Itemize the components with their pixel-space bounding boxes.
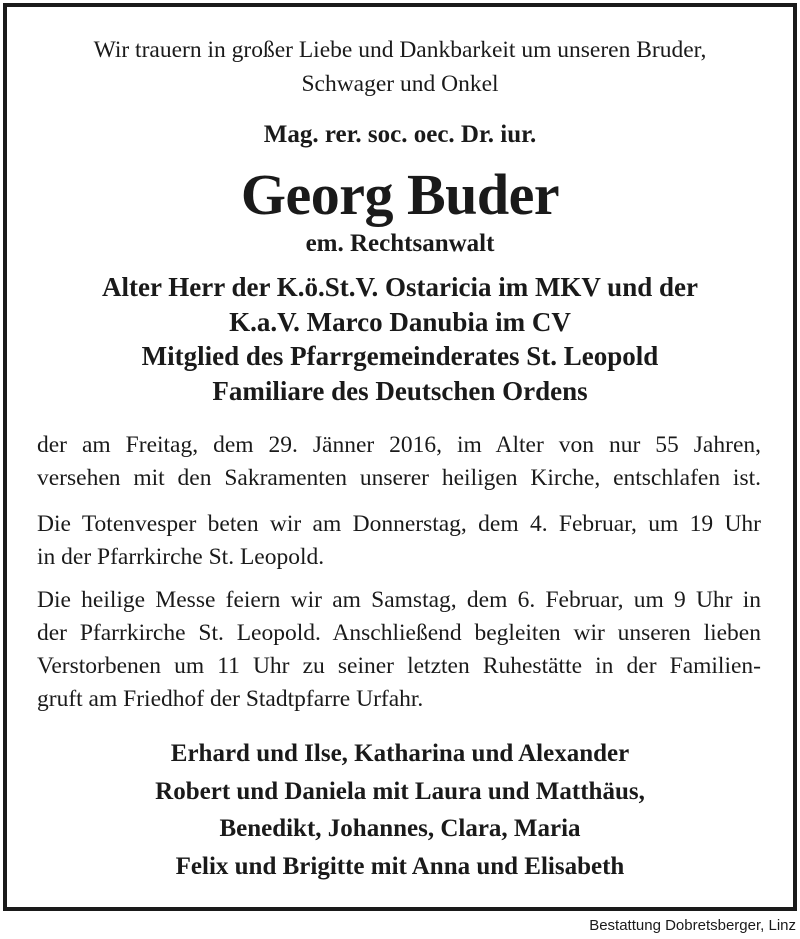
family-line: Felix und Brigitte mit Anna und Elisabeth	[175, 852, 625, 880]
paragraph-line: der am Freitag, dem 29. Jänner 2016, im Alter von nur 55 Jahren,	[37, 432, 761, 458]
affiliations	[0, 270, 800, 408]
vespers-paragraph	[37, 508, 761, 574]
family-line: Robert und Daniela mit Laura und Matthäus,	[155, 777, 645, 805]
paragraph-line: Die Totenvesper beten wir am Donnerstag, dem 4. Februar, um 19 Uhr	[37, 511, 761, 537]
intro-line: Schwager und Onkel	[301, 71, 499, 97]
paragraph-line: Verstorbenen um 11 Uhr zu seiner letzten Ruhestätte in der Familien-	[37, 653, 761, 679]
paragraph-line: in der Pfarrkirche St. Leopold.	[37, 544, 325, 570]
family-line: Erhard und Ilse, Katharina und Alexander	[170, 740, 630, 767]
intro-text	[0, 33, 800, 101]
affiliation-line: Alter Herr der K.ö.St.V. Ostaricia im MKV und der	[102, 272, 698, 302]
death-paragraph	[37, 429, 761, 495]
profession: em. Rechtsanwalt	[305, 230, 495, 257]
paragraph-line: der Pfarrkirche St. Leopold. Anschließend begleiten wir unseren lieben	[37, 620, 761, 646]
family-line: Benedikt, Johannes, Clara, Maria	[219, 815, 581, 842]
paragraph-line: Die heilige Messe feiern wir am Samstag, dem 6. Februar, um 9 Uhr in	[37, 587, 761, 613]
deceased-name: Georg Buder	[240, 162, 560, 227]
mass-paragraph	[37, 584, 761, 716]
family-list	[0, 735, 800, 885]
intro-line: Wir trauern in großer Liebe und Dankbarkeit um unseren Bruder,	[93, 37, 707, 63]
paragraph-line: gruft am Friedhof der Stadtpfarre Urfahr.	[37, 686, 424, 712]
academic-title: Mag. rer. soc. oec. Dr. iur.	[263, 121, 537, 148]
funeral-home-credit: Bestattung Dobretsberger, Linz	[589, 917, 796, 934]
affiliation-line: Mitglied des Pfarrgemeinderates St. Leopold	[141, 341, 659, 371]
affiliation-line: Familiare des Deutschen Ordens	[212, 375, 588, 406]
affiliation-line: K.a.V. Marco Danubia im CV	[229, 306, 571, 337]
paragraph-line: versehen mit den Sakramenten unserer heiligen Kirche, entschlafen ist.	[37, 465, 761, 491]
